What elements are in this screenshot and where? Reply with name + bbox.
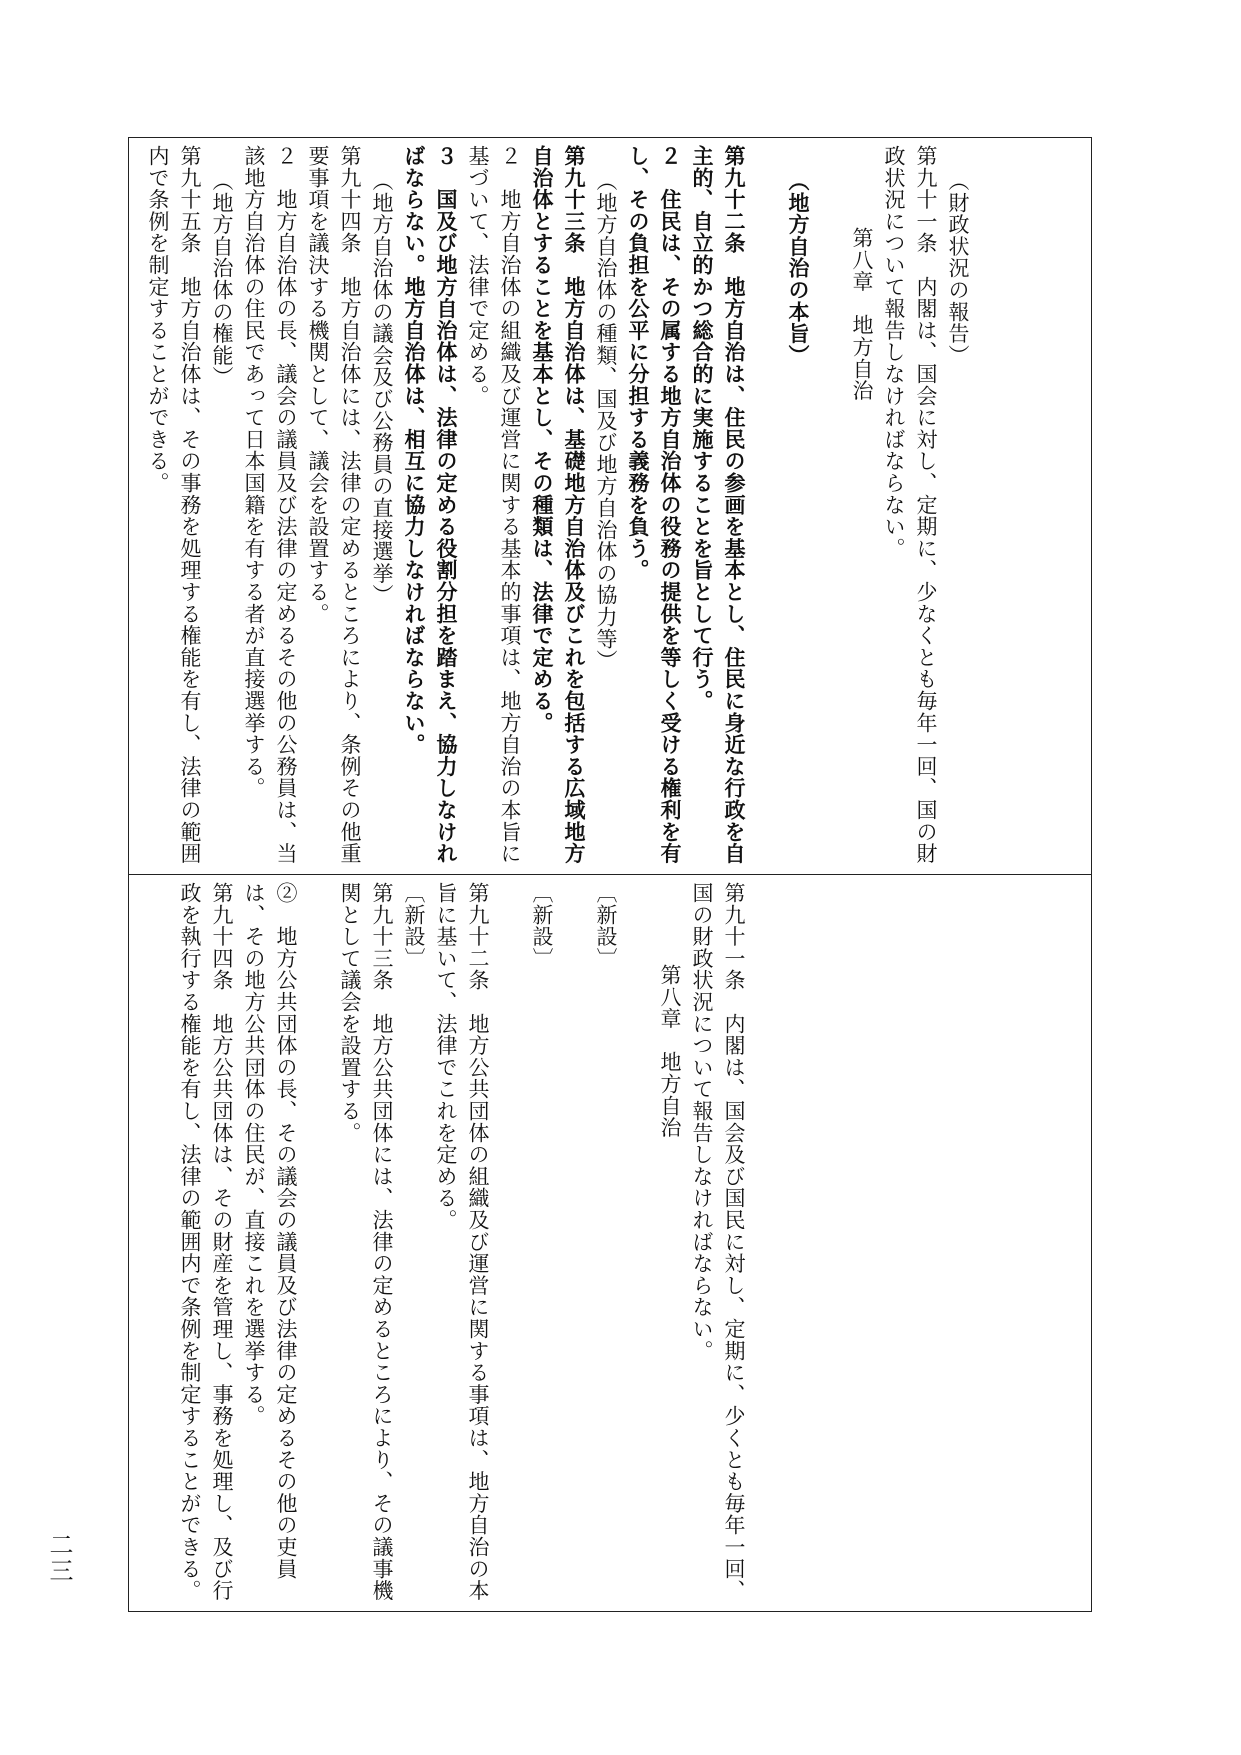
current-article-91-text: 第九十一条 内閣は、国会及び国民に対し、定期に、少くとも毎年一回、国の財政状況について報告しなければならない。 — [690, 882, 746, 1602]
page-number: 二三 — [45, 1532, 73, 1584]
current-article-92-text: 第九十二条 地方公共団体の組織及び運営に関する事項は、地方自治の本旨に基いて、法律でこれを定める。 — [434, 882, 490, 1602]
article-91-caption: （財政状況の報告） — [946, 170, 970, 367]
current-article-93-text: 第九十三条 地方公共団体には、法律の定めるところにより、その議事機関として議会を設置する。 — [338, 882, 394, 1602]
new-provision-note-1: 〔新設〕 — [594, 882, 618, 970]
article-93-para-3: ３ 国及び地方自治体は、法律の定める役割分担を踏まえ、協力しなければならない。地方自治体は、相互に協力しなければならない。 — [402, 145, 459, 865]
current-article-94-text: 第九十四条 地方公共団体は、その財産を管理し、事務を処理し、及び行政を執行する権能を有し、法律の範囲内で条例を制定することができる。 — [178, 882, 234, 1602]
article-93-text: 第九十三条 地方自治体は、基礎地方自治体及びこれを包括する広域地方自治体とすることを基本とし、その種類は、法律で定める。 — [530, 145, 587, 865]
article-94-text: 第九十四条 地方自治体には、法律の定めるところにより、条例その他重要事項を議決する機関として、議会を設置する。 — [306, 145, 362, 865]
current-constitution-panel — [138, 882, 1082, 1604]
current-article-93-para-2: ② 地方公共団体の長、その議会の議員及び法律の定めるその他の吏員は、その地方公共団体の住民が、直接これを選挙する。 — [242, 882, 298, 1580]
article-93-caption: （地方自治体の種類、国及び地方自治体の協力等） — [594, 170, 618, 672]
article-95-caption: （地方自治体の権能） — [210, 170, 234, 388]
revised-draft-text — [138, 145, 978, 867]
new-provision-note-2: 〔新設〕 — [530, 882, 554, 970]
article-93-para-2: ２ 地方自治体の組織及び運営に関する基本的事項は、地方自治の本旨に基づいて、法律で定める。 — [466, 145, 522, 865]
current-constitution-text — [138, 882, 754, 1604]
article-95-text: 第九十五条 地方自治体は、その事務を処理する権能を有し、法律の範囲内で条例を制定することができる。 — [146, 145, 202, 865]
article-94-para-2: ２ 地方自治体の長、議会の議員及び法律の定めるその他の公務員は、当該地方自治体の住民であって日本国籍を有する者が直接選挙する。 — [242, 145, 298, 865]
article-91-text: 第九十一条 内閣は、国会に対し、定期に、少なくとも毎年一回、国の財政状況について報告しなければならない。 — [882, 145, 938, 865]
article-92-text: 第九十二条 地方自治は、住民の参画を基本とし、住民に身近な行政を自主的、自立的かつ総合的に実施することを旨として行う。 — [690, 145, 747, 865]
new-provision-note-3: 〔新設〕 — [402, 882, 426, 970]
revised-draft-panel — [138, 145, 1082, 867]
article-92-caption: （地方自治の本旨） — [786, 170, 811, 367]
article-94-caption: （地方自治体の議会及び公務員の直接選挙） — [370, 170, 394, 606]
chapter-heading: 第八章 地方自治 — [850, 227, 874, 402]
article-92-para-2: ２ 住民は、その属する地方自治体の役務の提供を等しく受ける権利を有し、その負担を公平に分担する義務を負う。 — [626, 145, 683, 865]
table-divider — [128, 874, 1092, 875]
current-chapter-heading: 第八章 地方自治 — [658, 964, 682, 1139]
